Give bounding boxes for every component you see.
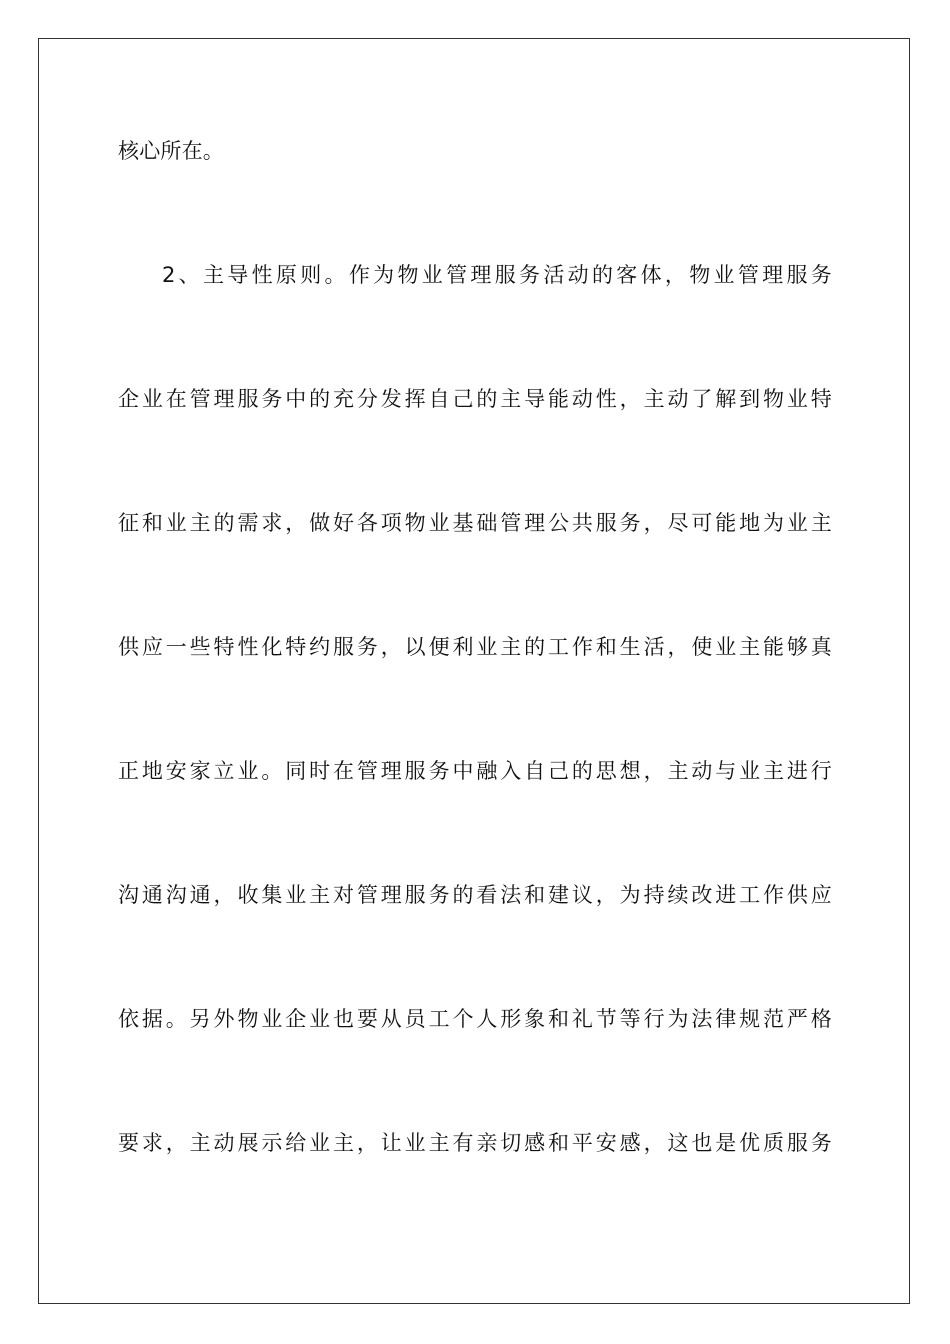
text-line: 依据。另外物业企业也要从员工个人形象和礼节等行为法律规范严格: [118, 1007, 832, 1031]
text-line: 供应一些特性化特约服务，以便利业主的工作和生活，使业主能够真: [118, 635, 832, 659]
text-line: 征和业主的需求，做好各项物业基础管理公共服务，尽可能地为业主: [118, 511, 832, 535]
text-line: 企业在管理服务中的充分发挥自己的主导能动性，主动了解到物业特: [118, 387, 832, 411]
text-line: 正地安家立业。同时在管理服务中融入自己的思想，主动与业主进行: [118, 759, 832, 783]
page-border: [38, 38, 910, 1304]
text-line: 2、主导性原则。作为物业管理服务活动的客体，物业管理服务: [162, 263, 832, 287]
text-line: 沟通沟通，收集业主对管理服务的看法和建议，为持续改进工作供应: [118, 883, 832, 907]
text-line: 核心所在。: [118, 139, 224, 163]
text-line: 要求，主动展示给业主，让业主有亲切感和平安感，这也是优质服务: [118, 1131, 832, 1155]
